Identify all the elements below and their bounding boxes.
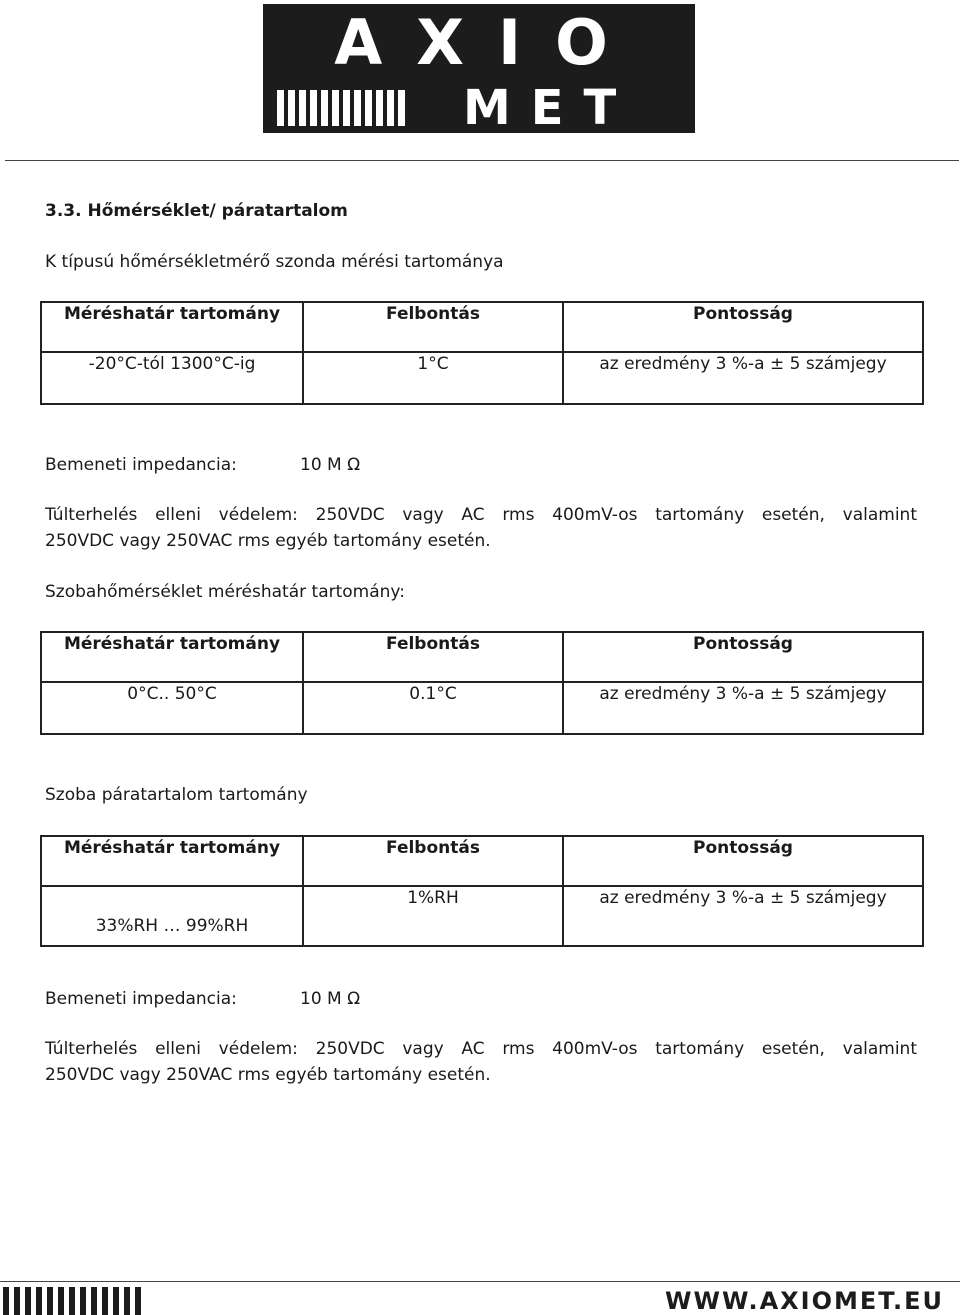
footer-url: WWW.AXIOMET.EU <box>665 1287 944 1315</box>
table-row <box>41 682 923 734</box>
header-resolution: Felbontás <box>303 632 563 682</box>
header-range: Méréshatár tartomány <box>41 836 303 886</box>
cell-resolution: 1%RH <box>303 886 563 946</box>
overload-word: 250VDC <box>315 1039 385 1059</box>
header-divider <box>5 160 959 161</box>
header-range: Méréshatár tartomány <box>41 302 303 352</box>
overload-word: esetén, <box>761 1039 825 1059</box>
header-accuracy: Pontosság <box>563 632 923 682</box>
table-header-row <box>41 302 923 352</box>
axiomet-logo <box>263 4 695 136</box>
overload-word: rms <box>502 1039 535 1059</box>
table-row <box>41 352 923 404</box>
cell-resolution: 1°C <box>303 352 563 404</box>
logo-bars <box>277 90 405 126</box>
overload-word: esetén, <box>761 505 825 525</box>
overload-word: 250VDC <box>315 505 385 525</box>
overload-word: Túlterhelés <box>45 1039 138 1059</box>
overload-word: tartomány <box>655 1039 745 1059</box>
overload-word: 400mV-os <box>552 505 638 525</box>
overload-word: valamint <box>842 505 917 525</box>
overload-word: vagy <box>402 505 444 525</box>
overload-word: elleni <box>155 1039 201 1059</box>
cell-accuracy: az eredmény 3 %-a ± 5 számjegy <box>563 352 923 404</box>
overload-word: védelem: <box>218 1039 298 1059</box>
impedance-value: 10 M Ω <box>300 455 361 475</box>
humidity-table <box>40 835 924 947</box>
humidity-title: Szoba páratartalom tartomány <box>45 785 308 805</box>
logo-text-bottom: MET <box>463 80 637 136</box>
impedance-value: 10 M Ω <box>300 989 361 1009</box>
table-header-row <box>41 632 923 682</box>
overload-word: védelem: <box>218 505 298 525</box>
cell-accuracy: az eredmény 3 %-a ± 5 számjegy <box>563 682 923 734</box>
overload-line-2: 250VDC vagy 250VAC rms egyéb tartomány esetén. <box>45 1065 491 1085</box>
table-header-row <box>41 836 923 886</box>
cell-range: 0°C.. 50°C <box>41 682 303 734</box>
overload-word: Túlterhelés <box>45 505 138 525</box>
probe-range-table <box>40 301 924 405</box>
footer-bars <box>3 1287 141 1315</box>
cell-range: 33%RH … 99%RH <box>41 886 303 946</box>
room-temp-title: Szobahőmérséklet méréshatár tartomány: <box>45 582 405 602</box>
overload-word: AC <box>461 1039 485 1059</box>
cell-range: -20°C-tól 1300°C-ig <box>41 352 303 404</box>
overload-line-1 <box>45 1037 917 1061</box>
overload-word: 400mV-os <box>552 1039 638 1059</box>
overload-word: valamint <box>842 1039 917 1059</box>
header-accuracy: Pontosság <box>563 836 923 886</box>
section-heading: 3.3. Hőmérséklet/ páratartalom <box>45 201 348 221</box>
overload-word: rms <box>502 505 535 525</box>
cell-accuracy: az eredmény 3 %-a ± 5 számjegy <box>563 886 923 946</box>
impedance-label: Bemeneti impedancia: <box>45 989 237 1009</box>
overload-word: vagy <box>402 1039 444 1059</box>
header-resolution: Felbontás <box>303 836 563 886</box>
logo-text-top: AXIO <box>334 6 642 79</box>
overload-word: elleni <box>155 505 201 525</box>
overload-line-1 <box>45 503 917 527</box>
overload-word: tartomány <box>655 505 745 525</box>
cell-resolution: 0.1°C <box>303 682 563 734</box>
header-resolution: Felbontás <box>303 302 563 352</box>
impedance-label: Bemeneti impedancia: <box>45 455 237 475</box>
footer-divider <box>0 1281 960 1282</box>
header-range: Méréshatár tartomány <box>41 632 303 682</box>
table-row <box>41 886 923 946</box>
overload-word: AC <box>461 505 485 525</box>
room-temp-table <box>40 631 924 735</box>
overload-line-2: 250VDC vagy 250VAC rms egyéb tartomány esetén. <box>45 531 491 551</box>
probe-title: K típusú hőmérsékletmérő szonda mérési tartománya <box>45 252 504 272</box>
header-accuracy: Pontosság <box>563 302 923 352</box>
